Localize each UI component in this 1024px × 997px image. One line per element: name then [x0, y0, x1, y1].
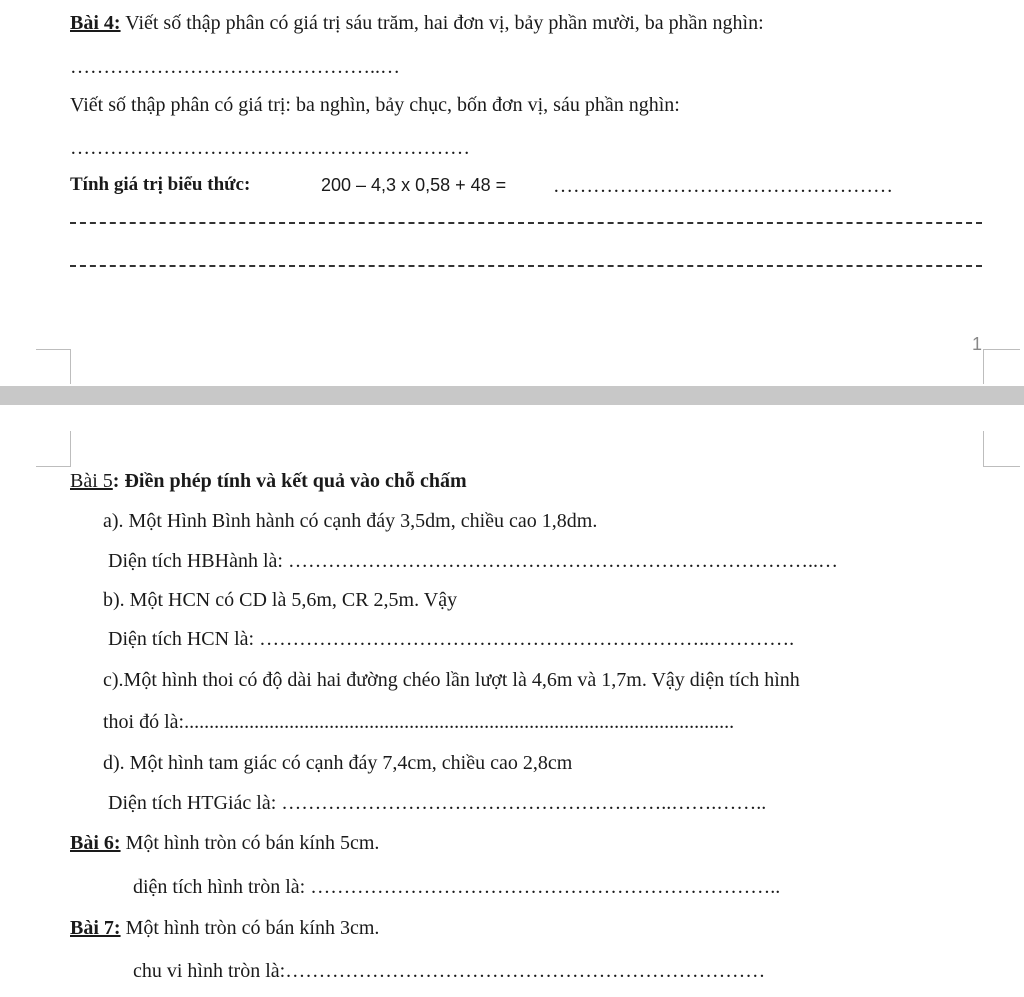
bai5-a-answer[interactable]: Diện tích HBHành là: ……………………………………………………………………..… [108, 550, 838, 572]
answer-dashed-line-2[interactable] [70, 265, 982, 267]
bai5-a-question: a). Một Hình Bình hành có cạnh đáy 3,5dm, chiều cao 1,8dm. [103, 510, 598, 532]
margin-corner-mark [36, 349, 71, 384]
margin-corner-mark [36, 431, 71, 467]
calc-label: Tính giá trị biểu thức: [70, 174, 251, 195]
bai5-b-answer[interactable]: Diện tích HCN là: …………………………………………………………..…………. [108, 628, 795, 650]
bai4-answer-2[interactable]: …………………………………………………… [70, 137, 470, 159]
bai5-heading [70, 469, 467, 493]
bai7-answer[interactable]: chu vi hình tròn là:……………………………………………………………… [133, 960, 766, 982]
bai7-label: Bài 7: [70, 917, 121, 939]
calc-answer[interactable]: …………………………………………… [553, 175, 893, 197]
bai5-d-answer[interactable]: Diện tích HTGiác là: …………………………………………………..…….…….. [108, 792, 767, 814]
bai5-c-question-1: c).Một hình thoi có độ dài hai đường chéo lần lượt là 4,6m và 1,7m. Vậy diện tích hình [103, 669, 800, 691]
margin-corner-mark [983, 349, 1020, 384]
bai7-heading [70, 916, 379, 940]
bai5-b-question: b). Một HCN có CD là 5,6m, CR 2,5m. Vậy [103, 589, 458, 611]
bai6-text: Một hình tròn có bán kính 5cm. [120, 832, 380, 854]
bai7-text: Một hình tròn có bán kính 3cm. [120, 917, 380, 939]
margin-corner-mark [983, 431, 1020, 467]
bai4-line1 [70, 11, 764, 35]
bai6-heading [70, 831, 379, 855]
bai5-d-question: d). Một hình tam giác có cạnh đáy 7,4cm, chiều cao 2,8cm [103, 752, 573, 774]
bai4-answer-1[interactable]: ………………………………………..… [70, 56, 400, 78]
answer-dashed-line-1[interactable] [70, 222, 982, 224]
calc-expression: 200 – 4,3 x 0,58 + 48 = [321, 175, 507, 195]
bai4-text: Viết số thập phân có giá trị sáu trăm, hai đơn vị, bảy phần mười, ba phần nghìn: [120, 12, 764, 34]
bai4-line2: Viết số thập phân có giá trị: ba nghìn, bảy chục, bốn đơn vị, sáu phần nghìn: [70, 94, 680, 116]
bai5-label: Bài 5 [70, 470, 113, 492]
bai6-answer[interactable]: diện tích hình tròn là: …………………………………………………………….. [133, 876, 781, 898]
bai6-label: Bài 6: [70, 832, 121, 854]
page-separator [0, 386, 1024, 405]
page-number: 1 [972, 334, 983, 354]
bai5-title: : Điền phép tính và kết quả vào chỗ chấm [112, 470, 467, 492]
bai4-label: Bài 4: [70, 12, 121, 34]
bai5-c-question-2[interactable]: thoi đó là:.............................................................................................................. [103, 711, 735, 733]
